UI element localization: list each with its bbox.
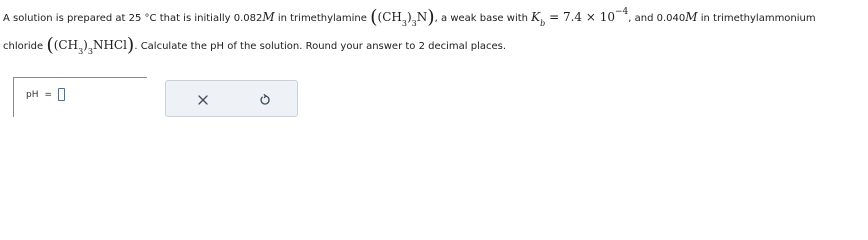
problem-text: , and 0.040 bbox=[628, 13, 686, 24]
problem-line-1 bbox=[3, 3, 816, 31]
clear-button[interactable] bbox=[192, 89, 214, 111]
answer-row bbox=[26, 88, 65, 101]
problem-text: A solution is prepared at 25 °C that is initially 0.082 bbox=[3, 13, 263, 24]
undo-icon bbox=[259, 94, 271, 106]
answer-tools bbox=[165, 80, 298, 117]
answer-panel bbox=[13, 77, 147, 117]
ph-label: pH bbox=[26, 89, 39, 100]
trimethylammonium-chloride-formula: $((CH_3)_3NHCl)$ bbox=[46, 34, 135, 56]
equals-sign: = bbox=[44, 89, 53, 100]
kb-expression: $K_b = 7.4 \times 10^{-4}$ bbox=[531, 7, 629, 28]
ph-answer-input[interactable] bbox=[58, 88, 65, 101]
problem-text: chloride bbox=[3, 41, 47, 52]
molarity-unit: M bbox=[262, 10, 275, 24]
trimethylamine-formula: $((CH_3)_3N)$ bbox=[370, 6, 435, 28]
undo-button[interactable] bbox=[254, 89, 276, 111]
problem-text: . Calculate the pH of the solution. Round your answer to 2 decimal places. bbox=[134, 41, 507, 52]
problem-text: in trimethylamine bbox=[274, 13, 371, 24]
problem-text: , a weak base with bbox=[434, 13, 532, 24]
problem-line-2 bbox=[3, 31, 506, 59]
x-icon bbox=[198, 95, 208, 105]
problem-text: in trimethylammonium bbox=[697, 13, 816, 24]
molarity-unit: M bbox=[685, 10, 698, 24]
